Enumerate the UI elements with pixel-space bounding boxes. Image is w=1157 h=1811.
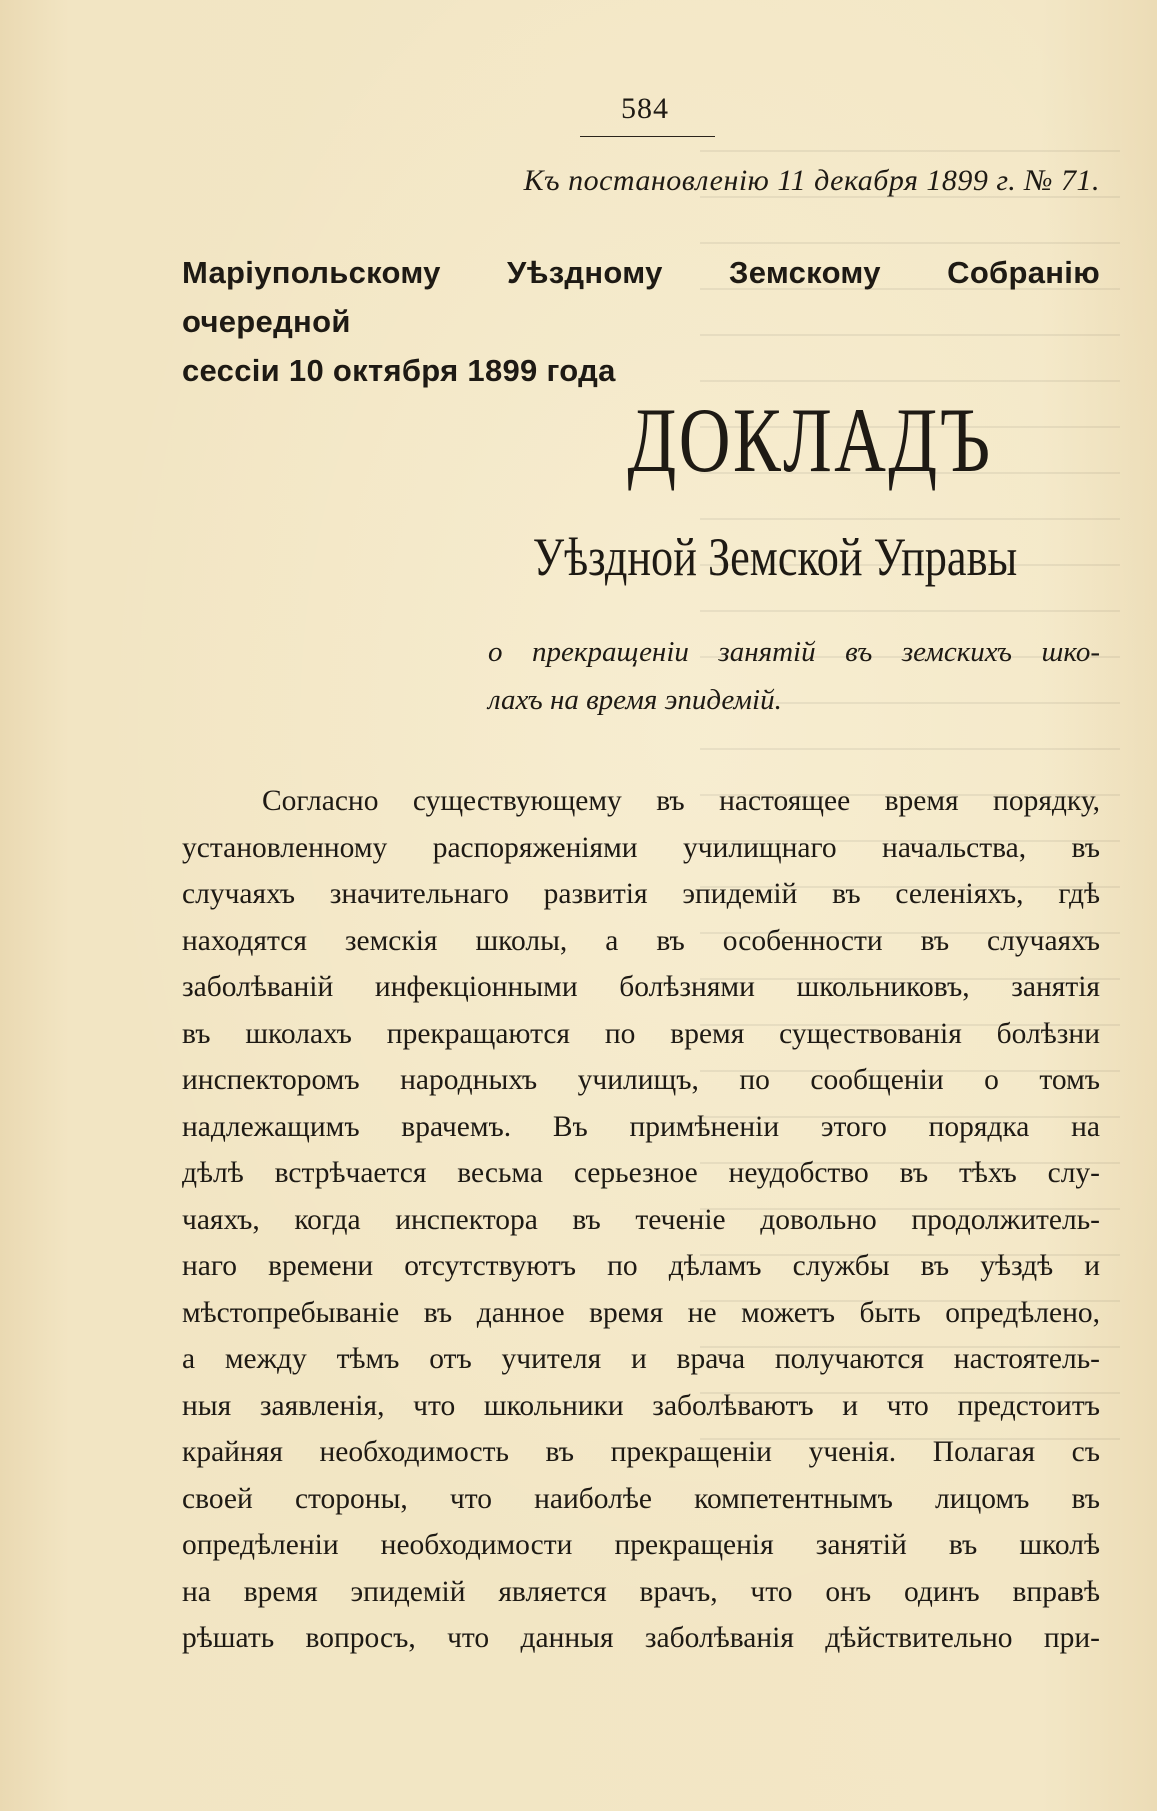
body-line: мѣстопребываніе въ данное время не можетъ быть опредѣлено,: [182, 1296, 1100, 1329]
body-line: надлежащимъ врачемъ. Въ примѣненіи этого порядка на: [182, 1110, 1100, 1143]
body-line: инспекторомъ народныхъ училищъ, по сообщеніи о томъ: [182, 1064, 1100, 1096]
addressee-line: Маріупольскому Уѣздному Земскому Собранію очередной: [182, 255, 1100, 339]
body-line: на время эпидемій является врачъ, что онъ одинъ вправѣ: [182, 1575, 1100, 1608]
body-line: чаяхъ, когда инспектора въ теченіе довольно продолжитель-: [182, 1203, 1100, 1236]
topic-line: лахъ на время эпидемій.: [488, 684, 782, 716]
body-line: своей стороны, что наиболѣе компетентнымъ лицомъ въ: [182, 1482, 1100, 1515]
body-line: ныя заявленія, что школьники заболѣваютъ и что предстоитъ: [182, 1389, 1100, 1422]
body-paragraph: [182, 778, 1100, 1662]
body-line: заболѣваній инфекціонными болѣзнями школьниковъ, занятія: [182, 971, 1100, 1003]
body-line: дѣлѣ встрѣчается весьма серьезное неудобство въ тѣхъ слу-: [182, 1157, 1100, 1189]
body-line: случаяхъ значительнаго развитія эпидемій въ селеніяхъ, гдѣ: [182, 878, 1100, 910]
body-line: находятся земскія школы, а въ особенности въ случаяхъ: [182, 924, 1100, 957]
document-subtitle: Уѣздной Земской Управы: [532, 527, 1018, 587]
page-number-rule: [580, 136, 715, 137]
document-topic: [488, 628, 1100, 724]
body-line: въ школахъ прекращаются по время существованія болѣзни: [182, 1017, 1100, 1050]
body-line: установленному распоряженіями училищнаго начальства, въ: [182, 831, 1100, 864]
body-line: наго времени отсутствуютъ по дѣламъ службы въ уѣздѣ и: [182, 1250, 1100, 1282]
body-line: а между тѣмъ отъ учителя и врача получаются настоятель-: [182, 1343, 1100, 1375]
page-number: 584: [621, 92, 669, 125]
body-line: крайняя необходимость въ прекращеніи ученія. Полагая съ: [182, 1436, 1100, 1468]
body-line: рѣшать вопросъ, что данныя заболѣванія дѣйствительно при-: [182, 1622, 1100, 1654]
topic-line: о прекращеніи занятій въ земскихъ шко-: [488, 636, 1100, 668]
body-line: опредѣленіи необходимости прекращенія занятій въ школѣ: [182, 1529, 1100, 1561]
decree-reference: Къ постановленію 11 декабря 1899 г. № 71.: [523, 164, 1100, 197]
addressee-heading: [182, 248, 1100, 395]
document-title: ДОКЛАДЪ: [627, 389, 993, 491]
body-line: Согласно существующему въ настоящее время порядку,: [262, 785, 1100, 817]
addressee-line: сессіи 10 октября 1899 года: [182, 353, 616, 388]
